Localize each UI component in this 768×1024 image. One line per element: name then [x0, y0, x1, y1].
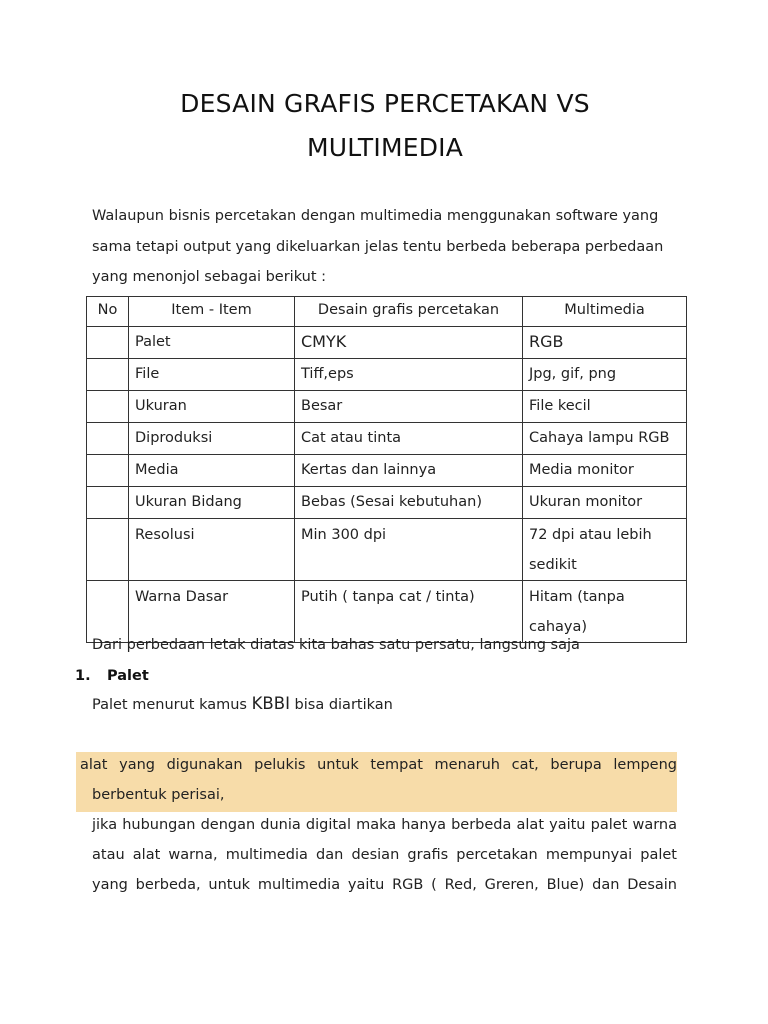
header-print-design: Desain grafis percetakan [295, 297, 523, 327]
cell-multimedia: RGB [523, 327, 687, 359]
cell-item: Ukuran Bidang [129, 487, 295, 519]
highlight-line-1: alat yang digunakan pelukis untuk tempat menaruh cat, berupa lempeng [80, 757, 677, 773]
cell-no [87, 359, 129, 391]
cell-no [87, 455, 129, 487]
definition-paragraph [92, 692, 393, 717]
cell-print: CMYK [295, 327, 523, 359]
header-no: No [87, 297, 129, 327]
cell-print: Besar [295, 391, 523, 423]
cell-print: Putih ( tanpa cat / tinta) [295, 581, 523, 643]
intro-paragraph: Walaupun bisnis percetakan dengan multimedia menggunakan software yang sama tetapi output yang dikeluarkan jelas tentu berbeda beberapa perbedaan yang menonjol sebagai berikut : [92, 208, 664, 285]
cell-no [87, 487, 129, 519]
table-row [87, 327, 687, 359]
cell-item: Media [129, 455, 295, 487]
cell-no [87, 423, 129, 455]
body-paragraph [80, 810, 677, 900]
section-title: Palet [107, 668, 149, 684]
cell-multimedia: Media monitor [523, 455, 687, 487]
cell-no [87, 519, 129, 581]
section-number: 1. [75, 668, 91, 684]
cell-print: Cat atau tinta [295, 423, 523, 455]
body-line-3: yang berbeda, untuk multimedia yaitu RGB ( Red, Greren, Blue) dan Desain [92, 877, 677, 893]
table-row [87, 487, 687, 519]
cell-multimedia: Jpg, gif, png [523, 359, 687, 391]
document-title-line2: MULTIMEDIA [306, 133, 464, 162]
cell-print: Min 300 dpi [295, 519, 523, 581]
cell-multimedia: Hitam (tanpa cahaya) [523, 581, 687, 643]
body-line-2: atau alat warna, multimedia dan desian grafis percetakan mempunyai palet [92, 847, 677, 863]
document-title-line1: DESAIN GRAFIS PERCETAKAN VS [180, 89, 590, 118]
cell-no [87, 327, 129, 359]
cell-print: Tiff,eps [295, 359, 523, 391]
table-row [87, 455, 687, 487]
table-row [87, 359, 687, 391]
cell-item: Ukuran [129, 391, 295, 423]
cell-multimedia: Cahaya lampu RGB [523, 423, 687, 455]
cell-no [87, 391, 129, 423]
comparison-table [86, 296, 687, 643]
cell-multimedia: Ukuran monitor [523, 487, 687, 519]
definition-kbbi: KBBI [251, 694, 290, 713]
cell-item: Resolusi [129, 519, 295, 581]
cell-item: Warna Dasar [129, 581, 295, 643]
cell-multimedia: 72 dpi atau lebih sedikit [523, 519, 687, 581]
table-row [87, 423, 687, 455]
definition-prefix: Palet menurut kamus [92, 697, 252, 713]
section-heading [75, 664, 149, 688]
cell-item: Diproduksi [129, 423, 295, 455]
header-item: Item - Item [129, 297, 295, 327]
cell-print: Kertas dan lainnya [295, 455, 523, 487]
highlight-line-2: berbentuk perisai, [92, 787, 225, 803]
body-line-1: jika hubungan dengan dunia digital maka hanya berbeda alat yaitu palet warna [92, 817, 677, 833]
cell-item: File [129, 359, 295, 391]
table-header-row [87, 297, 687, 327]
cell-print: Bebas (Sesai kebutuhan) [295, 487, 523, 519]
cell-multimedia: File kecil [523, 391, 687, 423]
cell-item: Palet [129, 327, 295, 359]
highlighted-definition [80, 750, 677, 810]
after-table-paragraph: Dari perbedaan letak diatas kita bahas satu persatu, langsung saja [92, 637, 580, 653]
table-row [87, 519, 687, 581]
definition-suffix: bisa diartikan [289, 697, 393, 713]
table-row [87, 391, 687, 423]
header-multimedia: Multimedia [523, 297, 687, 327]
